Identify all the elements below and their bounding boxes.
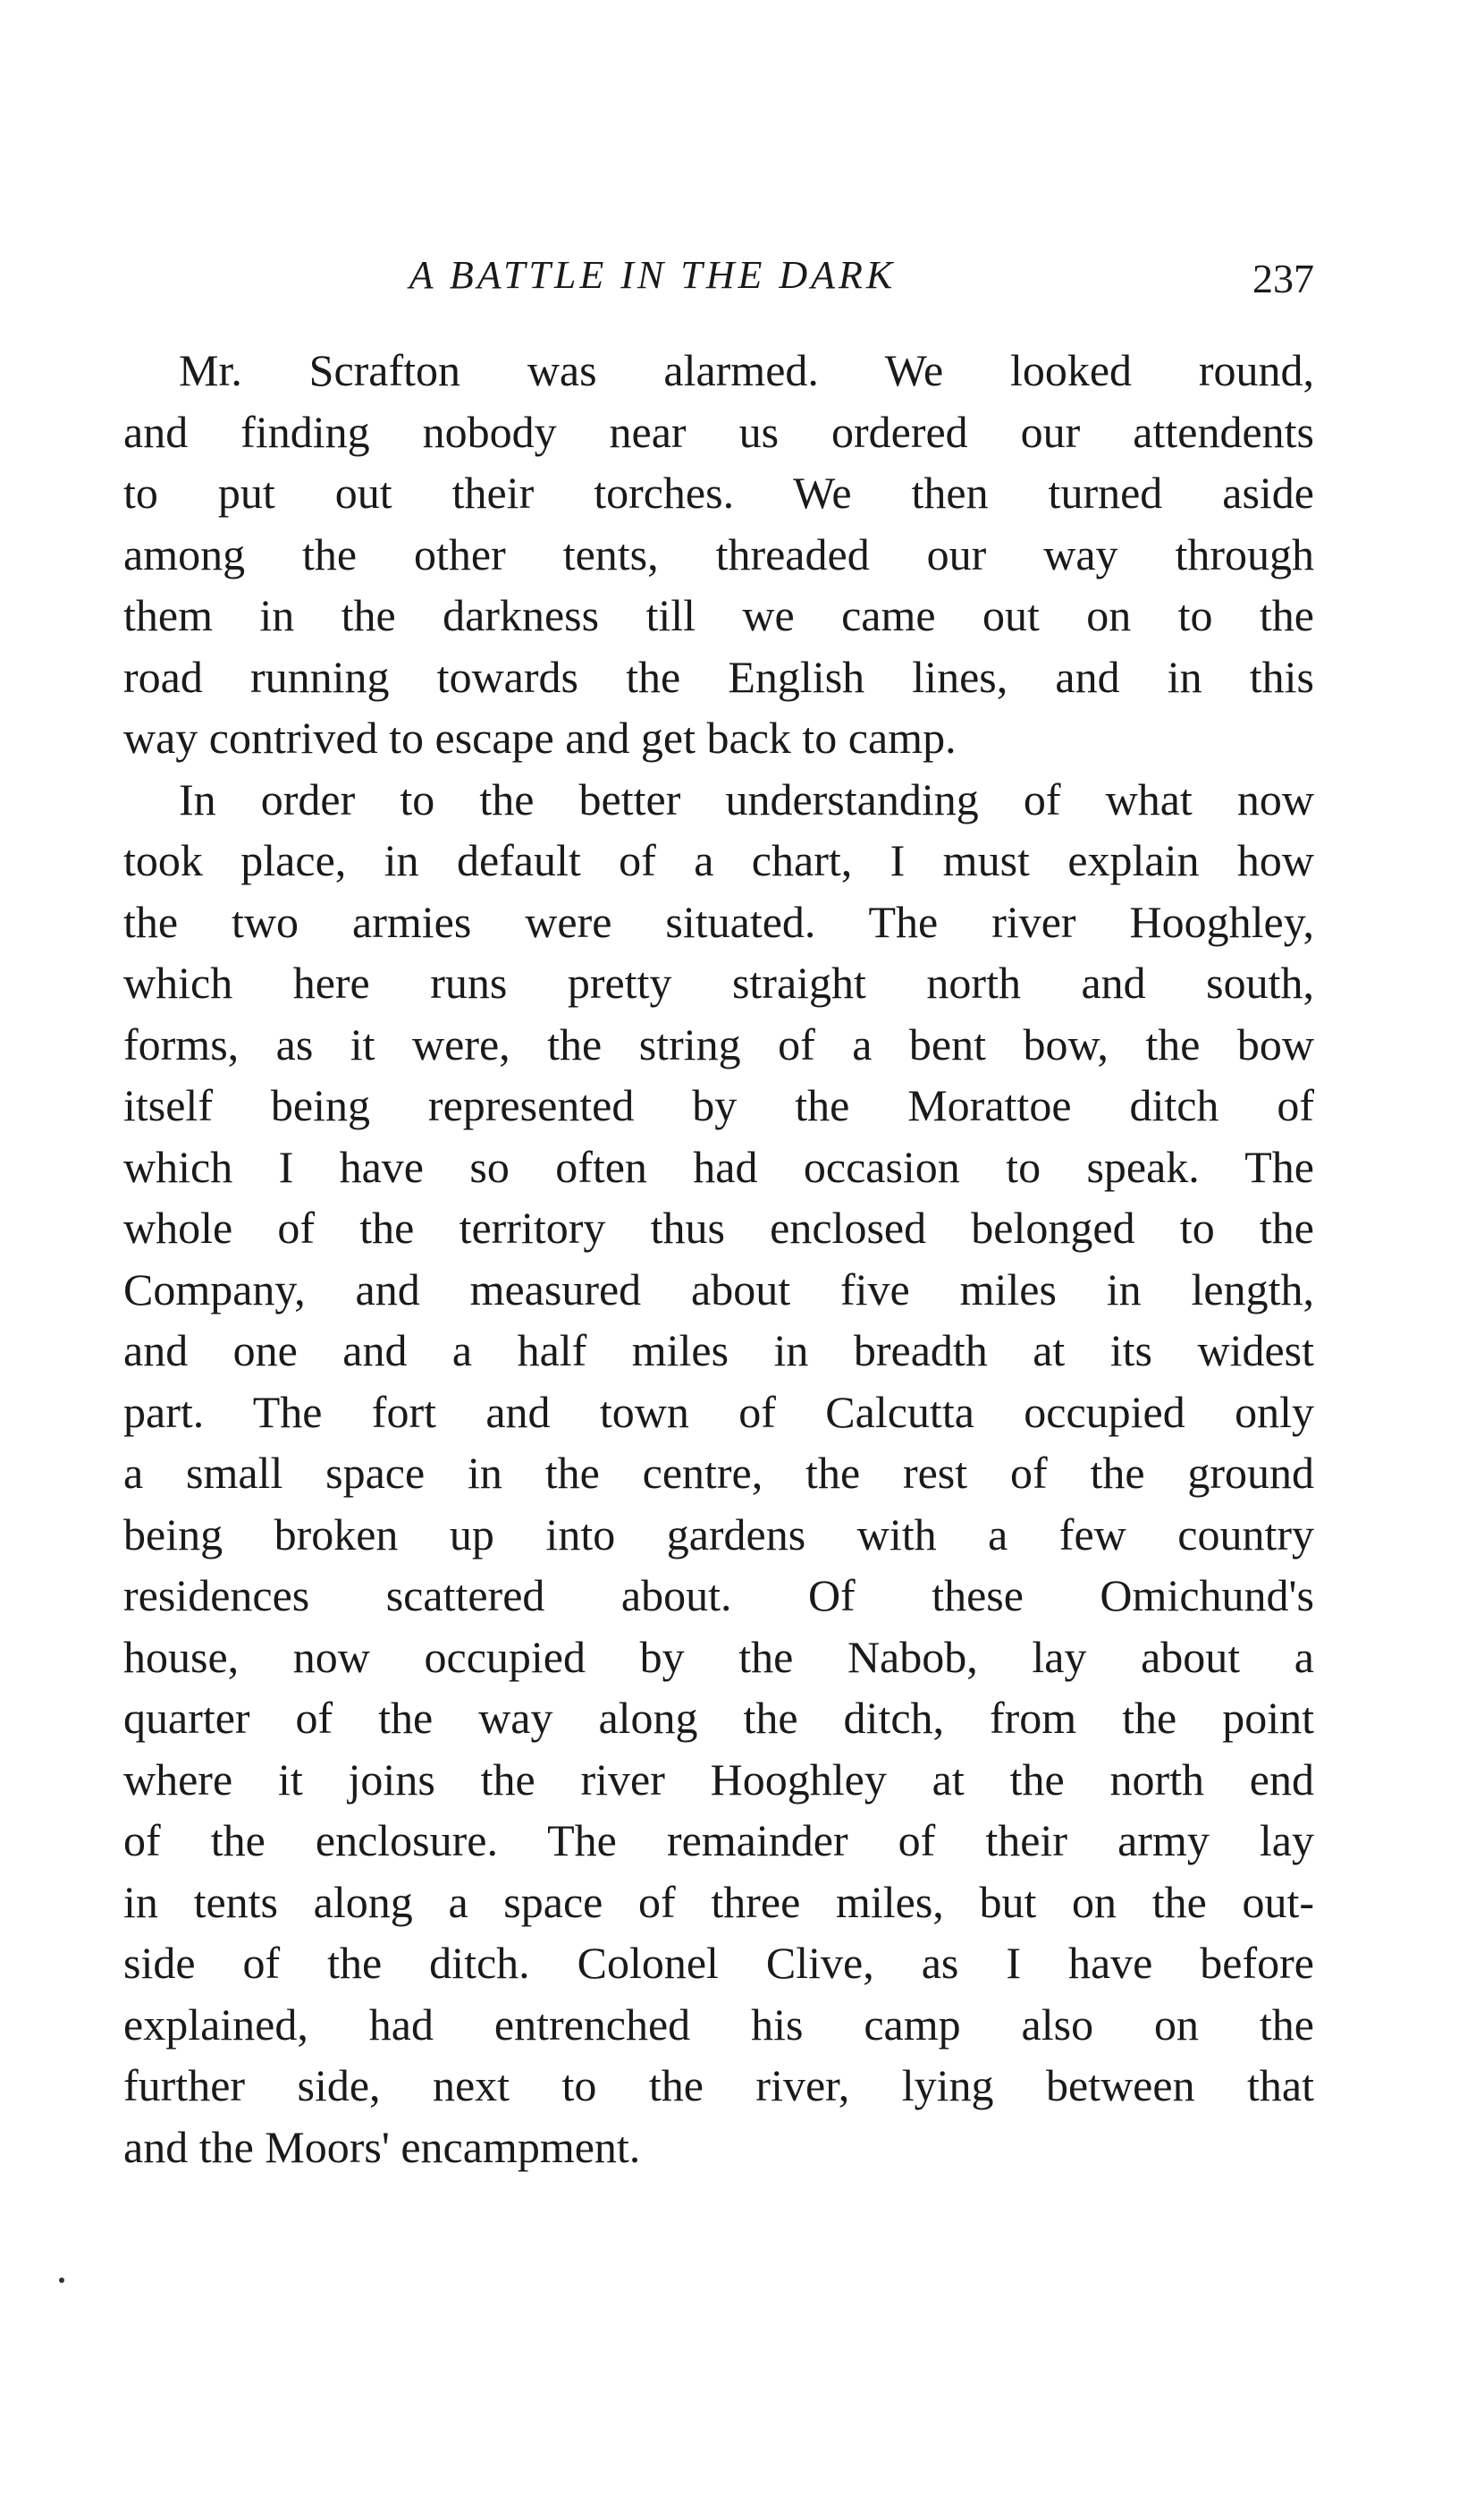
text-line: and the Moors' encampment. [123, 2121, 641, 2172]
text-line: house, now occupied by the Nabob, lay about a [123, 1631, 1314, 1682]
margin-speck [59, 2278, 64, 2283]
text-line: whole of the territory thus enclosed belonged to the [123, 1203, 1314, 1253]
text-line: which I have so often had occasion to speak. The [123, 1141, 1314, 1192]
text-line: the two armies were situated. The river Hooghley, [123, 896, 1314, 947]
paragraph [123, 340, 1314, 769]
text-line: way contrived to escape and get back to camp. [123, 713, 957, 763]
text-line: being broken up into gardens with a few country [123, 1509, 1314, 1560]
text-line: a small space in the centre, the rest of the ground [123, 1448, 1314, 1498]
text-line: where it joins the river Hooghley at the north end [123, 1754, 1314, 1805]
text-line: to put out their torches. We then turned aside [123, 468, 1314, 518]
text-line: explained, had entrenched his camp also on the [123, 1999, 1314, 2050]
text-line: and finding nobody near us ordered our attendents [123, 406, 1314, 457]
text-line: in tents along a space of three miles, but on the out- [123, 1876, 1314, 1927]
text-line: further side, next to the river, lying between that [123, 2060, 1314, 2110]
text-line: side of the ditch. Colonel Clive, as I have before [123, 1938, 1314, 1988]
text-line: Mr. Scrafton was alarmed. We looked round, [179, 345, 1314, 395]
text-line: among the other tents, threaded our way through [123, 528, 1314, 579]
text-line: Company, and measured about five miles in length, [123, 1264, 1314, 1314]
text-line: took place, in default of a chart, I must explain how [123, 835, 1314, 885]
text-line: part. The fort and town of Calcutta occupied only [123, 1386, 1314, 1437]
text-line: road running towards the English lines, and in this [123, 651, 1314, 702]
text-line: quarter of the way along the ditch, from the point [123, 1693, 1314, 1743]
running-head [125, 249, 1314, 302]
text-line: which here runs pretty straight north and south, [123, 958, 1314, 1008]
paragraph [123, 769, 1314, 2178]
text-line: them in the darkness till we came out on to the [123, 590, 1314, 640]
running-title: A BATTLE IN THE DARK [409, 253, 897, 297]
text-line: of the enclosure. The remainder of their army lay [123, 1815, 1314, 1865]
text-line: In order to the better understanding of what now [179, 773, 1314, 824]
page-number: 237 [1252, 256, 1314, 301]
text-line: residences scattered about. Of these Omichund's [123, 1570, 1314, 1620]
text-line: forms, as it were, the string of a bent bow, the bow [123, 1019, 1314, 1069]
body-text [123, 340, 1314, 2177]
text-line: and one and a half miles in breadth at its widest [123, 1325, 1314, 1375]
text-line: itself being represented by the Morattoe ditch of [123, 1080, 1314, 1130]
